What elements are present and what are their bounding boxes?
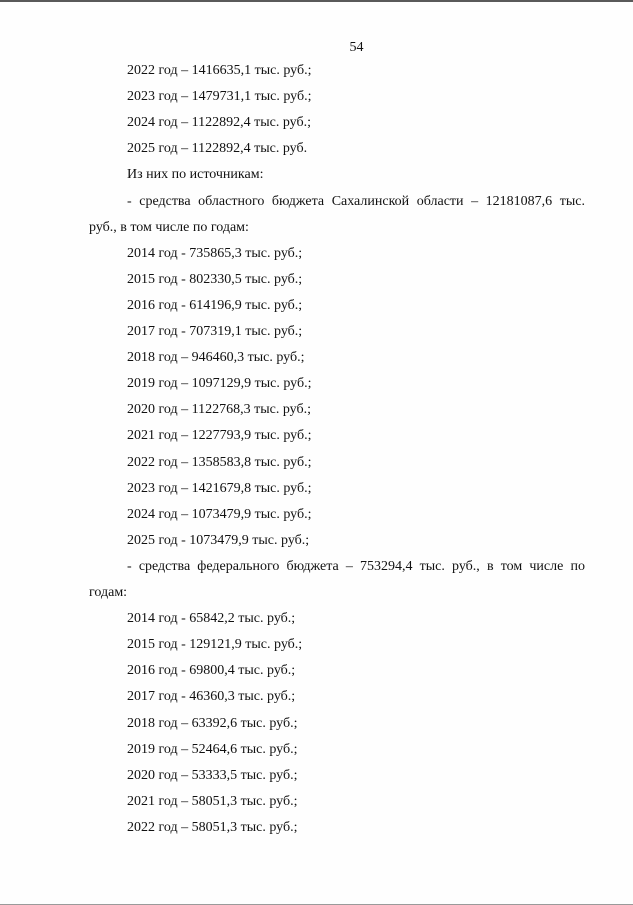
text-line: 2015 год - 129121,9 тыс. руб.; (127, 637, 303, 653)
text-line: 2025 год - 1073479,9 тыс. руб.; (127, 532, 310, 548)
text-line: руб., в том числе по годам: (89, 219, 249, 235)
top-scan-edge (0, 0, 633, 2)
text-line: 2019 год – 1097129,9 тыс. руб.; (127, 376, 312, 392)
text-line: 2023 год – 1421679,8 тыс. руб.; (127, 480, 312, 496)
text-line: 2020 год – 53333,5 тыс. руб.; (127, 767, 298, 783)
text-line: 2017 год - 46360,3 тыс. руб.; (127, 689, 296, 705)
page-number: 54 (349, 40, 364, 55)
text-line: 2020 год – 1122768,3 тыс. руб.; (127, 402, 311, 418)
text-line: 2016 год - 69800,4 тыс. руб.; (127, 663, 296, 679)
text-line: 2025 год – 1122892,4 тыс. руб. (127, 141, 308, 157)
text-line: 2016 год - 614196,9 тыс. руб.; (127, 297, 303, 313)
text-line: 2024 год – 1073479,9 тыс. руб.; (127, 506, 312, 522)
text-line: 2022 год – 58051,3 тыс. руб.; (127, 819, 298, 835)
text-line: 2018 год – 946460,3 тыс. руб.; (127, 350, 305, 366)
text-line: 2023 год – 1479731,1 тыс. руб.; (127, 89, 312, 105)
text-line: - средства федерального бюджета – 753294,4 тыс. руб., в том числе по (127, 558, 585, 574)
text-line: - средства областного бюджета Сахалинской области – 12181087,6 тыс. (127, 193, 585, 209)
text-line: 2019 год – 52464,6 тыс. руб.; (127, 741, 298, 757)
text-line: 2018 год – 63392,6 тыс. руб.; (127, 715, 298, 731)
text-line: 2014 год - 735865,3 тыс. руб.; (127, 245, 303, 261)
text-line: 2022 год – 1416635,1 тыс. руб.; (127, 63, 312, 78)
text-line: 2017 год - 707319,1 тыс. руб.; (127, 324, 303, 339)
text-line: 2021 год – 1227793,9 тыс. руб.; (127, 428, 312, 444)
text-line: 2014 год - 65842,2 тыс. руб.; (127, 611, 296, 627)
text-line: 2021 год – 58051,3 тыс. руб.; (127, 793, 298, 809)
text-line: 2022 год – 1358583,8 тыс. руб.; (127, 454, 312, 470)
text-line: 2015 год - 802330,5 тыс. руб.; (127, 271, 303, 287)
text-line: Из них по источникам: (127, 167, 264, 183)
text-line: годам: (89, 585, 128, 600)
text-line: 2024 год – 1122892,4 тыс. руб.; (127, 115, 311, 131)
